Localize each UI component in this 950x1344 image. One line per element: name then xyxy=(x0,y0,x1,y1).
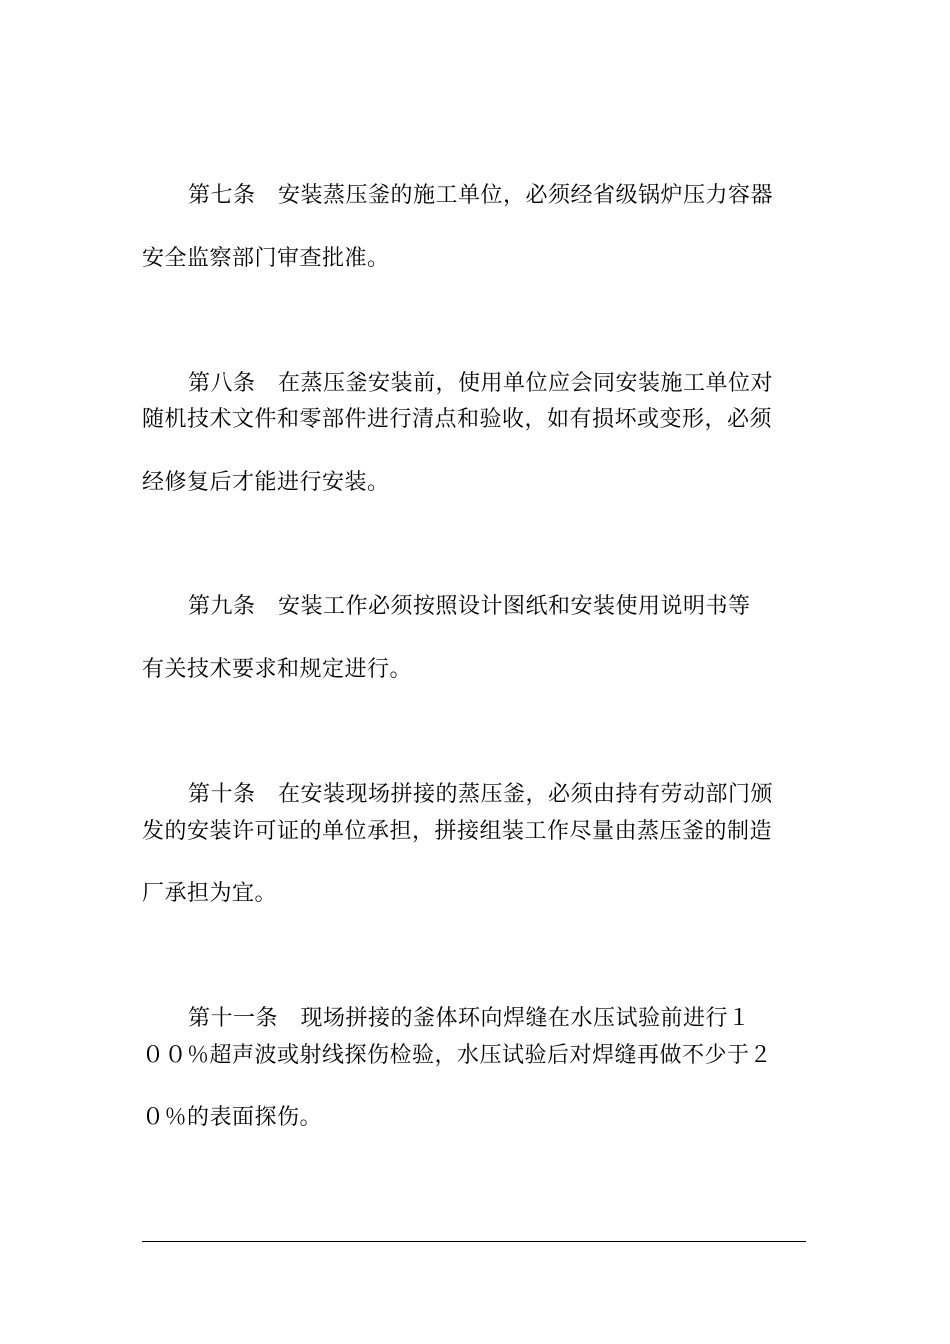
article-line: 第十条 在安装现场拼接的蒸压釜，必须由持有劳动部门颁 xyxy=(188,782,774,807)
article-line: 第九条 安装工作必须按照设计图纸和安装使用说明书等 xyxy=(188,594,751,619)
article-line: 发的安装许可证的单位承担，拼接组装工作尽量由蒸压釜的制造 xyxy=(142,819,773,844)
article-line: ０％的表面探伤。 xyxy=(142,1105,323,1130)
article-line: 随机技术文件和零部件进行清点和验收，如有损坏或变形，必须 xyxy=(142,407,773,432)
article-line: 第八条 在蒸压釜安装前，使用单位应会同安装施工单位对 xyxy=(188,371,774,396)
article-line: 第十一条 现场拼接的釜体环向焊缝在水压试验前进行１ xyxy=(188,1006,751,1031)
article-line: 第七条 安装蒸压釜的施工单位，必须经省级锅炉压力容器 xyxy=(188,183,774,208)
article-line: 经修复后才能进行安装。 xyxy=(142,470,390,495)
article-line: 厂承担为宜。 xyxy=(142,881,278,906)
article-line: 有关技术要求和规定进行。 xyxy=(142,657,413,682)
article-line: 安全监察部门审查批准。 xyxy=(142,246,390,271)
footer-divider xyxy=(142,1241,806,1242)
article-line: ００％超声波或射线探伤检验，水压试验后对焊缝再做不少于２ xyxy=(142,1043,773,1068)
